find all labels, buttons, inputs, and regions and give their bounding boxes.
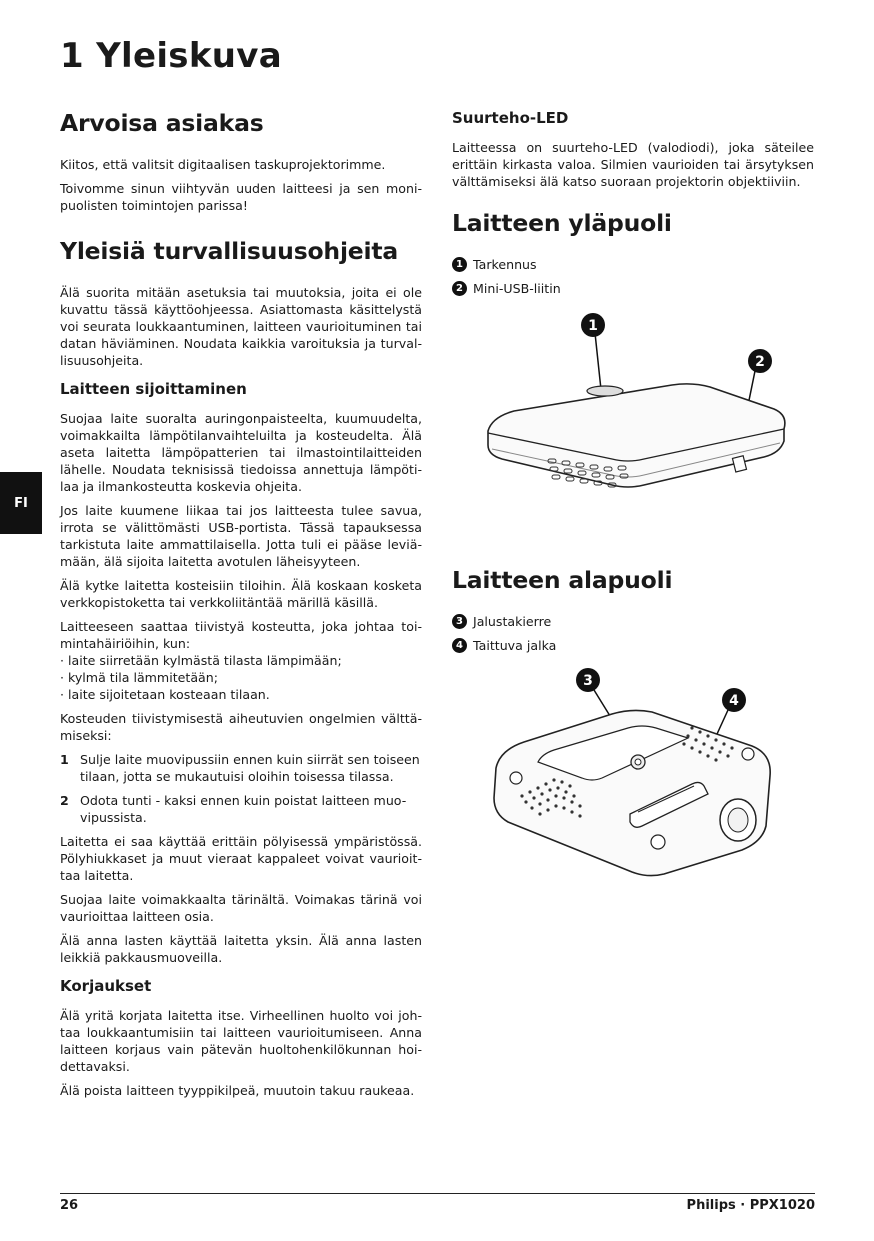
paragraph: Jos laite kuumene liikaa tai jos laitteesta tulee savua, irrota se välittömästi USB-portista. Tässä tapauksessa tarkistuta laite ammattilaisella. Jotta tuli ei pääse leviä-mään, älä sijoita laitetta avotulen läheisyyteen. [60,503,422,569]
number-badge: 2 [452,281,467,296]
list-item: · laite siirretään kylmästä tilasta lämpimään; [60,653,342,668]
callout-number-4: 4 [729,693,739,709]
list-item: · laite sijoitetaan kosteaan tilaan. [60,687,270,702]
legend-item [452,637,814,654]
page-number: 26 [60,1198,79,1213]
paragraph: Älä anna lasten käyttää laitetta yksin. Älä anna lasten leikkiä pakkausmuoveilla. [60,933,422,965]
heading-arvoisa-asiakas: Arvoisa asiakas [60,109,264,137]
step-text: Odota tunti - kaksi ennen kuin poistat laitteen muo-vipussista. [80,793,407,825]
paragraph: Älä poista laitteen tyyppikilpeä, muutoin takuu raukeaa. [60,1083,415,1098]
step-number: 1 [60,752,69,767]
focus-wheel [587,386,623,396]
foot [742,748,754,760]
paragraph: Toivomme sinun viihtyvän uuden laitteesi ja sen moni-puolisten toimintojen parissa! [60,181,422,213]
paragraph: Kosteuden tiivistymisestä aiheutuvien ongelmien välttä-miseksi: [60,711,422,743]
number-badge: 3 [452,614,467,629]
language-tab: FI [0,472,42,534]
heading-ylapuoli: Laitteen yläpuoli [452,209,672,237]
paragraph: Kiitos, että valitsit digitaalisen taskuprojektorimme. [60,157,386,172]
footer-divider [60,1193,815,1194]
heading-suurteho-led: Suurteho-LED [452,109,569,127]
step-text: Sulje laite muovipussiin ennen kuin siirrät sen toiseen tilaan, jotta se mukautuisi oloihin toisessa tilassa. [80,752,420,784]
number-badge: 1 [452,257,467,272]
numbered-step [60,792,422,826]
number-badge: 4 [452,638,467,653]
heading-korjaukset: Korjaukset [60,977,152,995]
paragraph: Laitteessa on suurteho-LED (valodiodi), joka säteilee erittäin kirkasta valoa. Silmien vaurioiden tai ärsytyksen välttämiseksi älä katso suoraan projektorin objektiiviin. [452,140,814,189]
paragraph: Älä kytke laitetta kosteisiin tiloihin. Älä koskaan kosketa verkkopistoketta tai verkkoliitäntää märillä käsillä. [60,578,422,610]
chapter-title: 1 Yleiskuva [60,36,282,76]
paragraph: Suojaa laite suoralta auringonpaisteelta, kuumuudelta, voimakkailta lämpötilanvaihteluilta ja kosteudelta. Älä aseta laitetta lämpöpatterien tai ilmastointilaitteiden lähelle. Noudata teknisissä tiedoissa annettuja lämpöti-laa ja ilmankosteutta koskevia ohjeita. [60,411,422,494]
legend-label: Tarkennus [473,257,537,272]
paragraph: Älä suorita mitään asetuksia tai muutoksia, joita ei ole kuvattu tässä käyttöohjeessa. Asiattomasta käsittelystä voi seurata loukkaantuminen, laitteen vaurioituminen tai datan häviäminen. Noudata kaikkia varoituksia ja turval-lisuusohjeita. [60,285,422,368]
legend-item [452,613,814,630]
callout-number-3: 3 [583,673,593,689]
projector-top-illustration [452,309,814,539]
heading-turvallisuusohjeita: Yleisiä turvallisuusohjeita [60,237,399,265]
paragraph: Älä yritä korjata laitetta itse. Virheellinen huolto voi joh-taa loukkaantumisiin tai laitteen vaurioitumiseen. Anna laitteen korjaus vain pätevän huoltohenkilökunnan hoi-dettavaksi. [60,1008,422,1074]
heading-sijoittaminen: Laitteen sijoittaminen [60,380,247,398]
paragraph: Laitetta ei saa käyttää erittäin pölyisessä ympäristössä. Pölyhiukkaset ja muut vieraat kappaleet voivat vaurioit-taa laitetta. [60,834,422,883]
legend-item [452,280,814,297]
foot [510,772,522,784]
footer-brand: Philips · PPX1020 [686,1198,815,1213]
legend-label: Taittuva jalka [473,638,557,653]
step-number: 2 [60,793,69,808]
legend-label: Mini-USB-liitin [473,281,561,296]
right-column [452,108,814,878]
legend-item [452,256,814,273]
foot [651,835,665,849]
heading-alapuoli: Laitteen alapuoli [452,566,673,594]
tripod-thread-inner [635,759,641,765]
projector-bottom-illustration [452,666,814,878]
numbered-step [60,751,422,785]
projector-body [488,384,785,487]
list-item: · kylmä tila lämmitetään; [60,670,218,685]
callout-number-2: 2 [755,354,765,370]
legend-label: Jalustakierre [473,614,552,629]
left-column [60,108,422,1106]
paragraph: Suojaa laite voimakkaalta tärinältä. Voimakas tärinä voi vaurioittaa laitteen osia. [60,892,422,924]
lens-inner [728,808,748,832]
paragraph: Laitteeseen saattaa tiivistyä kosteutta, joka johtaa toi-mintahäiriöihin, kun: [60,619,422,651]
callout-number-1: 1 [588,318,598,334]
